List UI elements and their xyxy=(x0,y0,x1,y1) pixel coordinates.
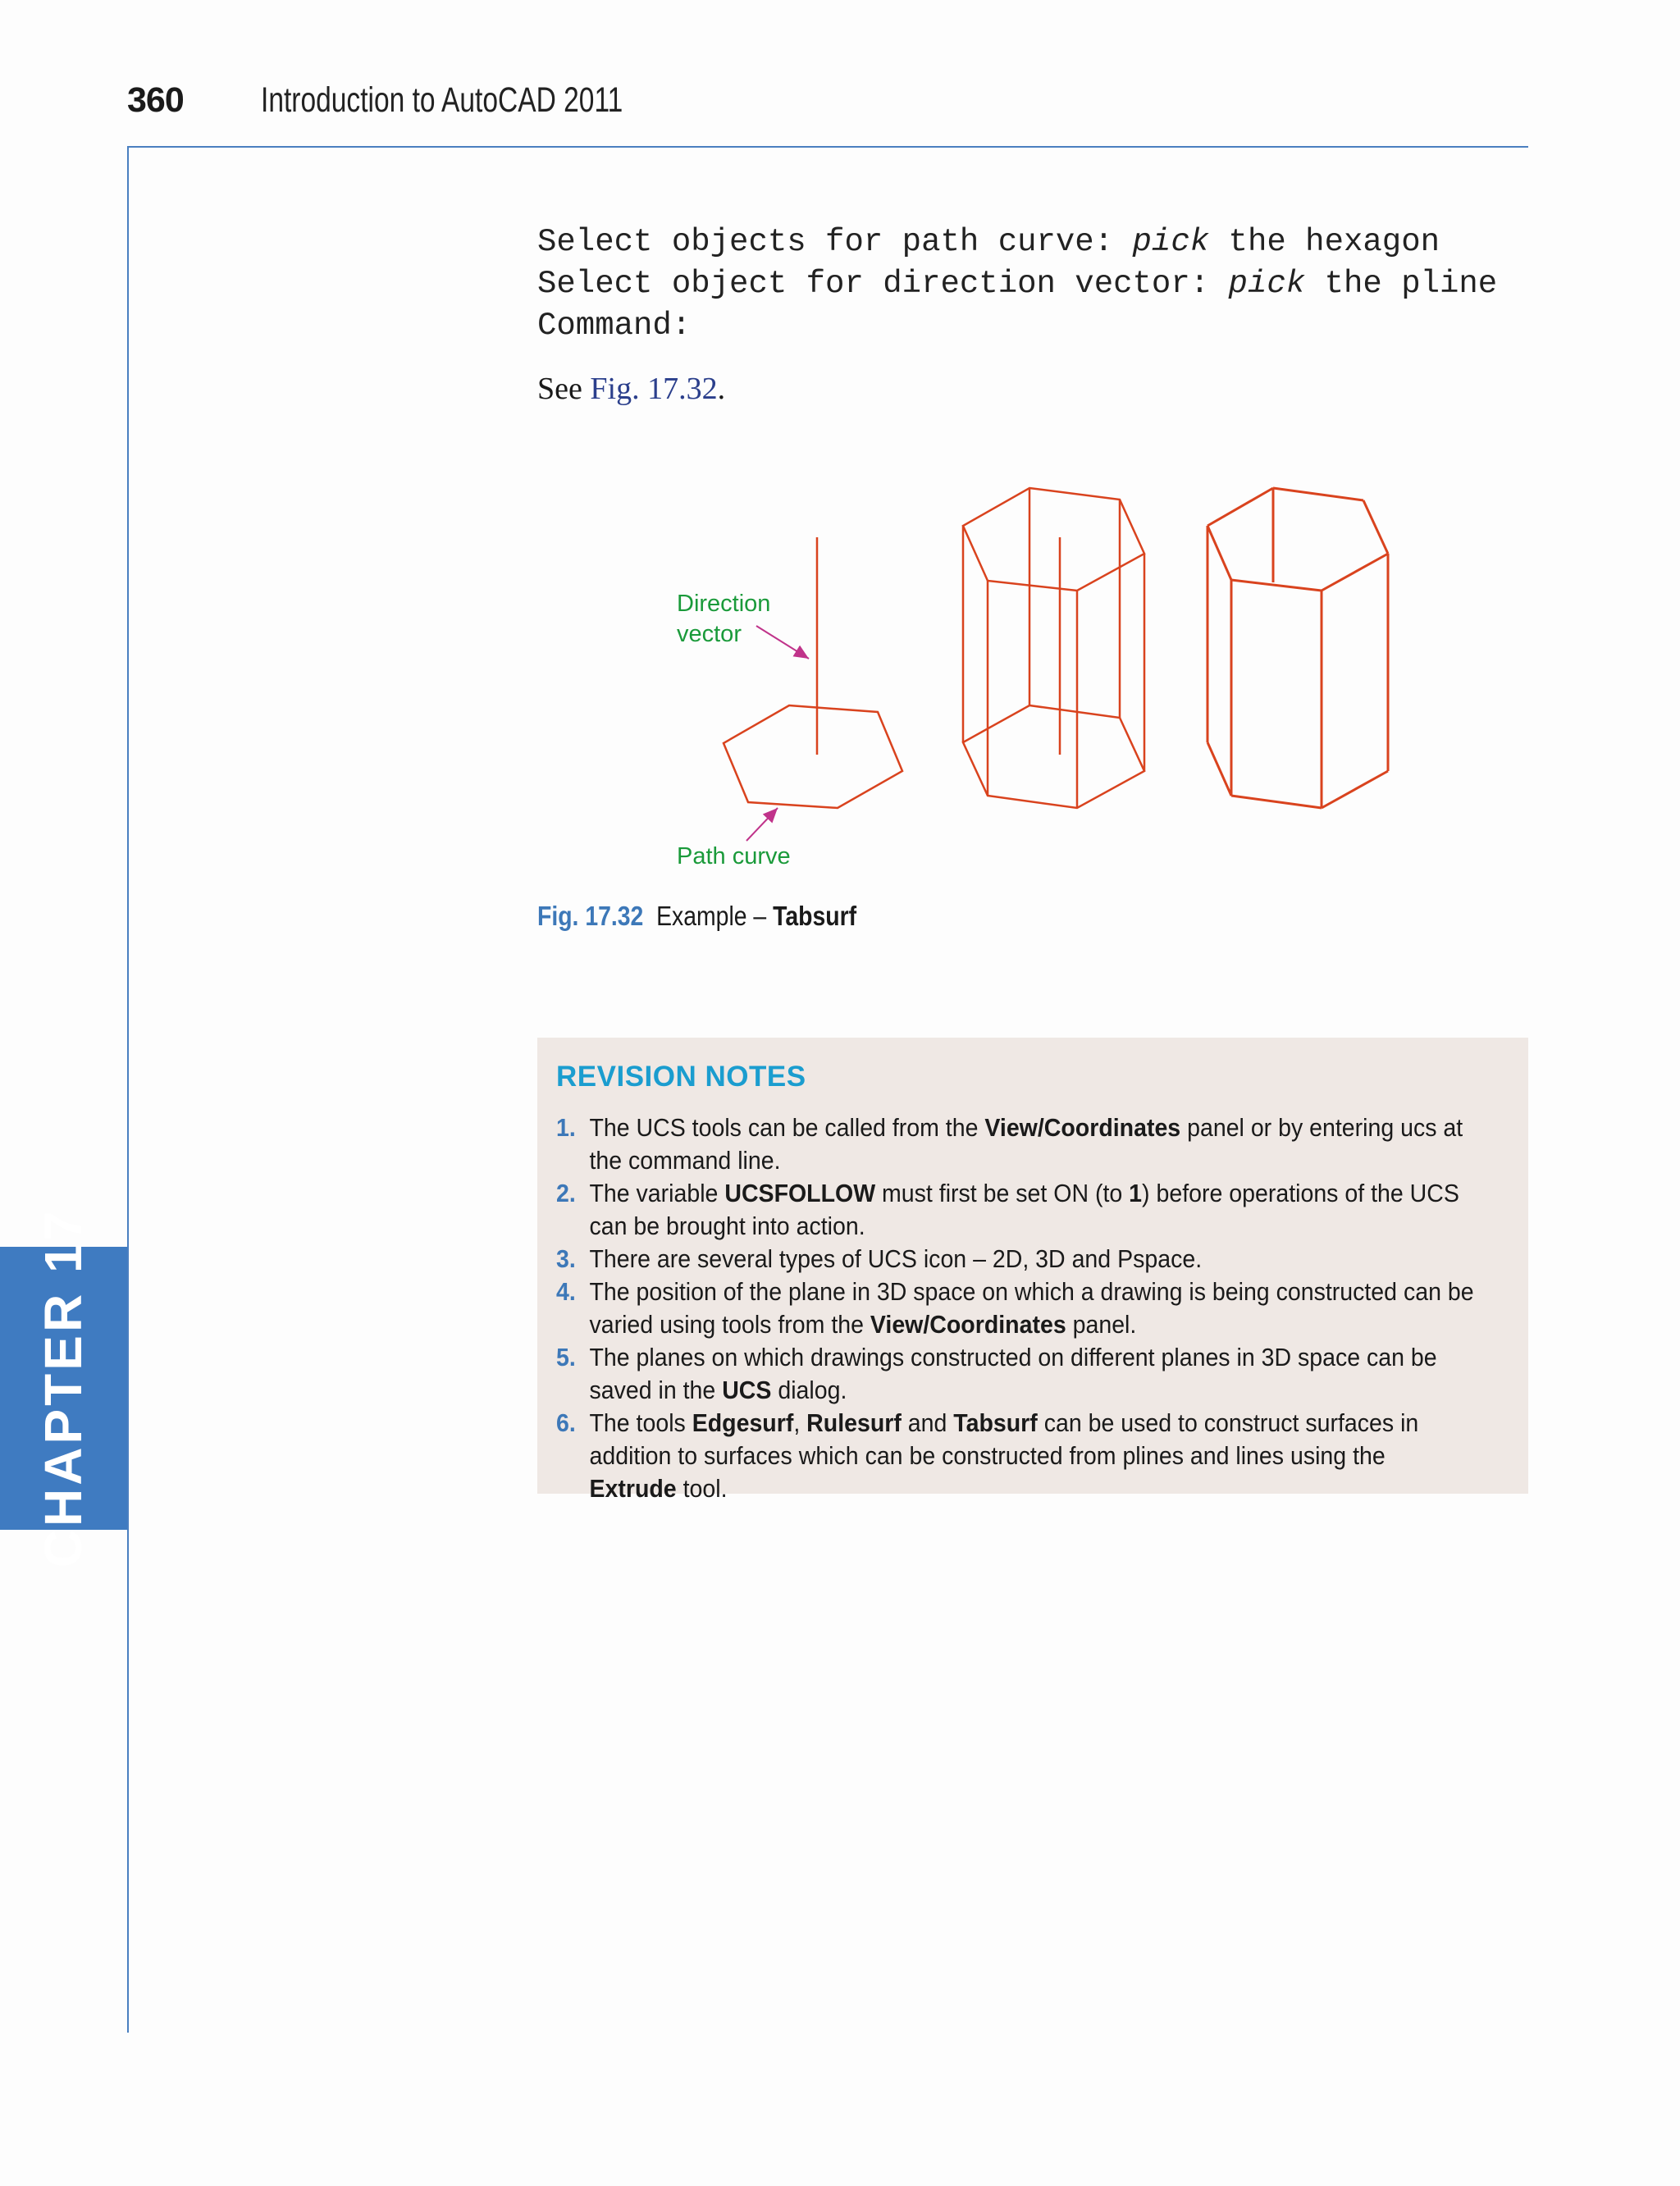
revision-notes-box xyxy=(537,1038,1528,1503)
direction-vector-label-line2: vector xyxy=(677,621,742,647)
note-number: 3. xyxy=(556,1244,576,1273)
code-text: the hexagon xyxy=(1209,224,1440,260)
code-text: Select object for direction vector: xyxy=(537,266,1229,302)
note-bold-text: UCS xyxy=(722,1376,772,1404)
direction-vector-label-line1: Direction xyxy=(677,591,771,617)
chapter-label: CHAPTER 17 xyxy=(34,1207,93,1568)
path-arrow xyxy=(746,808,778,841)
note-number: 1. xyxy=(556,1113,576,1142)
tabsurf-figure xyxy=(0,0,1680,902)
label-arrows xyxy=(746,626,809,841)
note-bold-text: View/Coordinates xyxy=(870,1310,1066,1339)
code-italic: pick xyxy=(1228,266,1306,302)
revision-note-item xyxy=(556,1276,1477,1341)
revision-note-item xyxy=(556,1341,1477,1407)
note-text: The variable xyxy=(589,1179,725,1207)
note-number: 4. xyxy=(556,1277,576,1306)
code-text: the pline xyxy=(1305,266,1498,302)
page-number: 360 xyxy=(127,80,184,120)
note-text: can be used to construct surfaces in addition to surfaces which can be constructed from plines and lines using the xyxy=(589,1408,1419,1470)
note-text: The planes on which drawings constructed on different planes in 3D space can be saved in the xyxy=(589,1343,1437,1404)
note-text: tool. xyxy=(676,1474,728,1503)
note-text: panel. xyxy=(1066,1310,1137,1339)
figure-caption xyxy=(537,901,856,932)
note-text: , xyxy=(793,1408,807,1437)
note-text: ) before operations of the UCS can be brought into action. xyxy=(589,1179,1459,1240)
note-text: The position of the plane in 3D space on which a drawing is being constructed can be varied using tools from the xyxy=(589,1277,1474,1339)
code-text: Select objects for path curve: xyxy=(537,224,1133,260)
note-text: must first be set ON (to xyxy=(875,1179,1130,1207)
note-bold-text: Edgesurf xyxy=(692,1408,794,1437)
revision-note-item xyxy=(556,1243,1477,1276)
note-number: 2. xyxy=(556,1179,576,1207)
revision-notes-list xyxy=(556,1111,1477,1505)
path-curve-label: Path curve xyxy=(677,843,791,869)
revision-note-item xyxy=(556,1177,1477,1243)
note-bold-text: Extrude xyxy=(589,1474,677,1503)
note-text: and xyxy=(901,1408,954,1437)
note-bold-text: 1 xyxy=(1129,1179,1143,1207)
path-curve-hexagon-drawing xyxy=(724,537,902,808)
note-number: 6. xyxy=(556,1408,576,1437)
note-text: dialog. xyxy=(771,1376,847,1404)
tabsurf-surface-prism xyxy=(1208,488,1388,808)
caption-figure-number: Fig. 17.32 xyxy=(537,901,644,931)
caption-text: Example – xyxy=(656,901,774,931)
tabsurf-wireframe-prism xyxy=(963,488,1144,808)
path-curve-hexagon xyxy=(724,705,902,808)
see-suffix: . xyxy=(717,372,726,406)
note-bold-text: UCSFOLLOW xyxy=(724,1179,876,1207)
revision-note-item xyxy=(556,1407,1477,1505)
note-bold-text: View/Coordinates xyxy=(984,1113,1181,1142)
code-line-3: Command: xyxy=(537,308,692,344)
chapter-tab xyxy=(0,1207,127,1568)
caption-bold-text: Tabsurf xyxy=(773,901,857,931)
note-text: The tools xyxy=(589,1408,692,1437)
note-text: panel or by entering ucs at the command line. xyxy=(589,1113,1463,1175)
direction-arrow xyxy=(756,626,809,659)
figure-reference-link[interactable]: Fig. 17.32 xyxy=(590,372,718,406)
running-title: Introduction to AutoCAD 2011 xyxy=(261,80,623,120)
revision-note-item xyxy=(556,1111,1477,1177)
note-bold-text: Tabsurf xyxy=(953,1408,1038,1437)
see-prefix: See xyxy=(537,372,591,406)
code-italic: pick xyxy=(1132,224,1210,260)
note-text: There are several types of UCS icon – 2D, 3D and Pspace. xyxy=(589,1244,1203,1273)
note-number: 5. xyxy=(556,1343,576,1371)
revision-notes-title: REVISION NOTES xyxy=(556,1061,806,1093)
note-text: The UCS tools can be called from the xyxy=(589,1113,985,1142)
note-bold-text: Rulesurf xyxy=(806,1408,902,1437)
